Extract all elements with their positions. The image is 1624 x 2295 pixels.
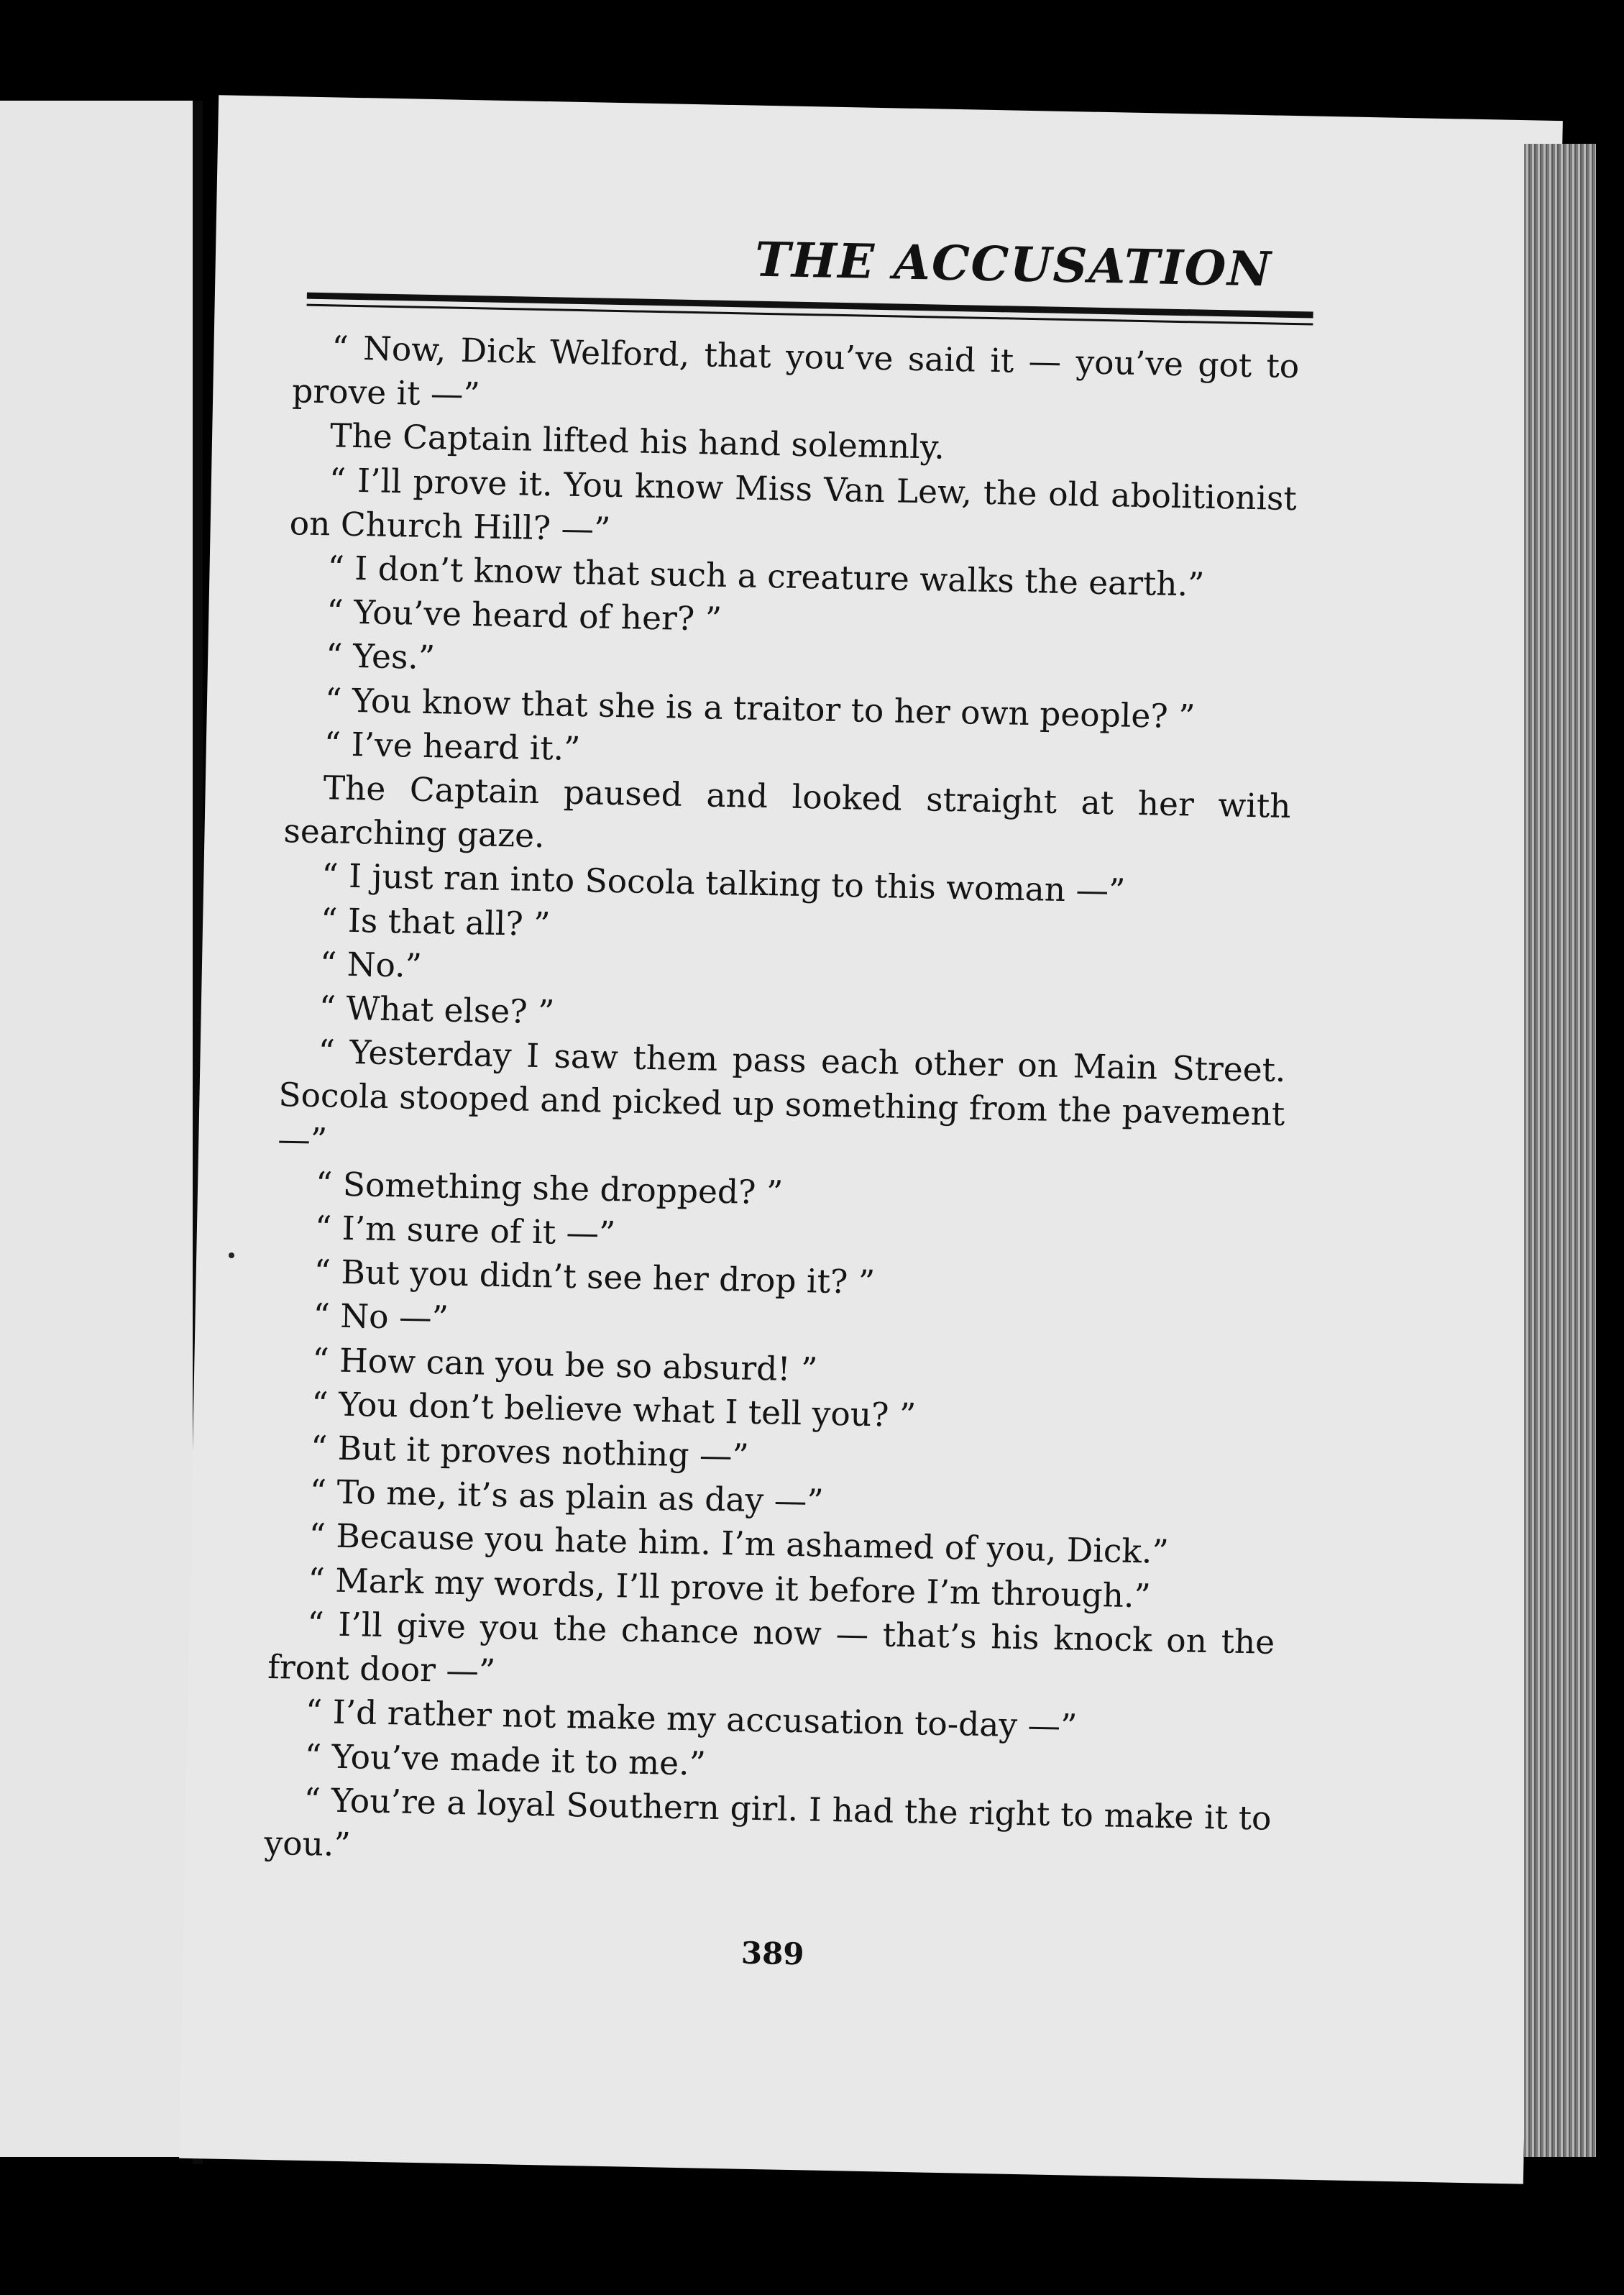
book-page — [179, 95, 1563, 2184]
paragraph: The Captain paused and looked straight at her with searching gaze. — [283, 769, 1292, 856]
paragraph: “ Yes.” — [325, 636, 436, 677]
page-number: 389 — [740, 1935, 805, 1972]
paragraph: “ Yesterday I saw them pass each other on Main Street. Socola stooped and picked up something from the pavement —” — [277, 1032, 1286, 1160]
paragraph: “ Because you hate him. I’m ashamed of you, Dick.” — [308, 1516, 1170, 1572]
paragraph: “ Now, Dick Welford, that you’ve said it — you’ve got to prove it —” — [291, 329, 1300, 414]
paragraph: “ I’m sure of it —” — [314, 1209, 616, 1253]
paragraph: “ To me, it’s as plain as day —” — [309, 1472, 825, 1521]
running-header: THE ACCUSATION — [754, 231, 1273, 298]
paragraph: “ Something she dropped? ” — [315, 1164, 784, 1212]
paragraph: “ You’ve heard of her? ” — [326, 592, 722, 639]
paragraph: The Captain lifted his hand solemnly. — [329, 416, 945, 467]
paragraph: “ I’d rather not make my accusation to-day —” — [305, 1692, 1078, 1746]
page-edges — [1524, 144, 1596, 2157]
paragraph: “ But you didn’t see her drop it? ” — [313, 1252, 876, 1302]
paragraph: “ But it proves nothing —” — [310, 1429, 750, 1475]
paragraph: “ No —” — [313, 1296, 449, 1338]
paragraph: “ Mark my words, I’ll prove it before I’m through.” — [308, 1560, 1152, 1616]
paragraph: “ What else? ” — [318, 989, 555, 1032]
paragraph: “ I’ve heard it.” — [324, 725, 581, 768]
body-text — [264, 325, 1300, 1884]
paragraph: “ You’ve made it to me.” — [304, 1736, 707, 1783]
paragraph: “ How can you be so absurd! ” — [311, 1340, 818, 1389]
paragraph: “ I’ll give you the chance now — that’s his knock on the front door —” — [267, 1604, 1275, 1691]
paragraph: “ I just ran into Socola talking to this woman —” — [321, 856, 1126, 911]
paragraph: “ I’ll prove it. You know Miss Van Lew, the old abolitionist on Church Hill? —” — [289, 460, 1298, 549]
paragraph: “ I don’t know that such a creature walks the earth.” — [327, 549, 1205, 604]
speck — [229, 1252, 234, 1258]
paragraph: “ No.” — [319, 945, 423, 985]
paragraph: “ Is that all? ” — [320, 900, 551, 943]
paragraph: “ You’re a loyal Southern girl. I had the right to make it to you.” — [264, 1780, 1272, 1864]
paragraph: “ You know that she is a traitor to her own people? ” — [324, 680, 1196, 736]
facing-page — [0, 101, 193, 2157]
paragraph: “ You don’t believe what I tell you? ” — [311, 1384, 917, 1435]
